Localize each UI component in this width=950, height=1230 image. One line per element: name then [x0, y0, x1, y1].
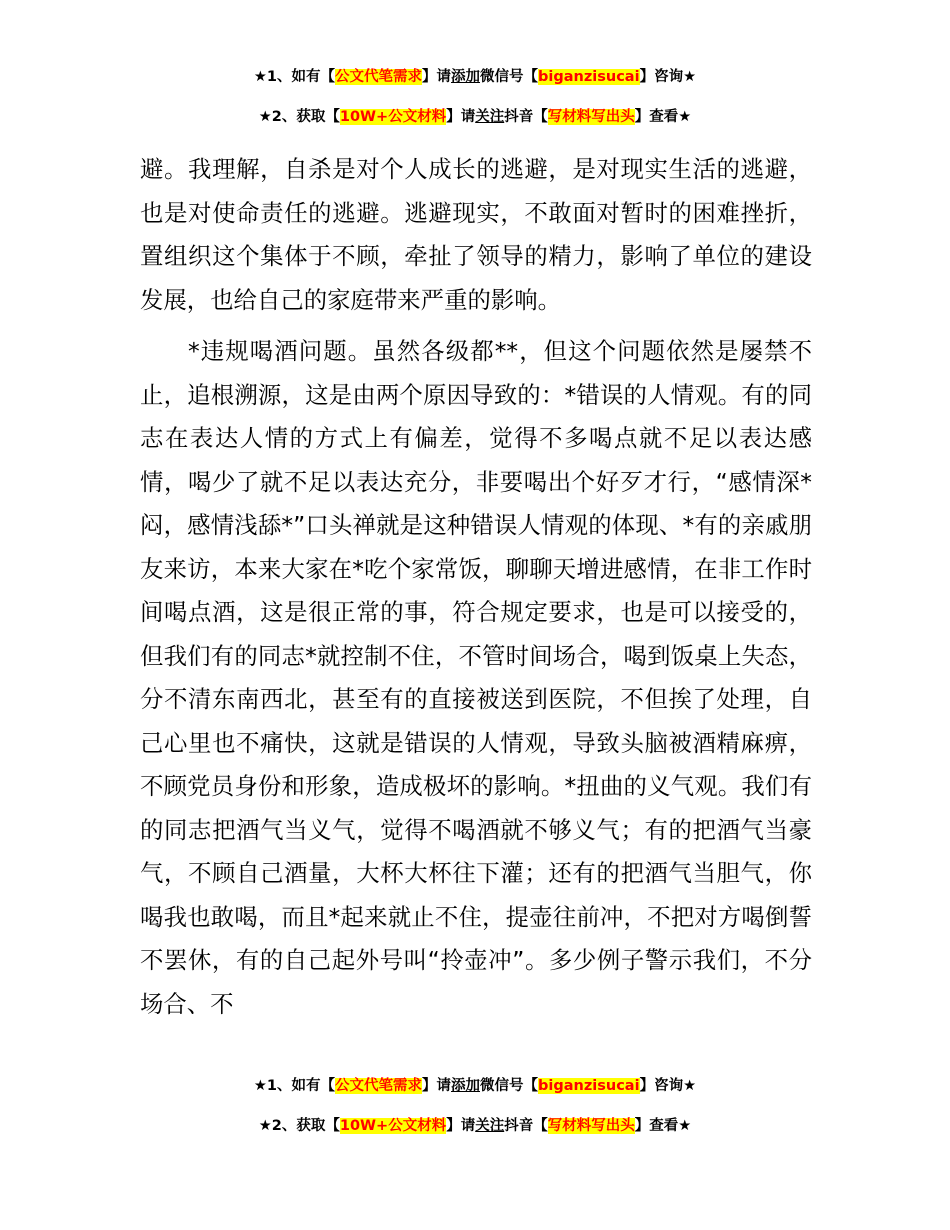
footer-line-1: [0, 1075, 950, 1097]
header-line-1-suffix: 】咨询★: [639, 69, 697, 85]
footer-line-2-highlight-douyin: 写材料写出头: [547, 1118, 635, 1134]
footer-line-1-highlight-service: 公文代笔需求: [335, 1078, 423, 1094]
footer-line-2-mid: 】请: [446, 1118, 476, 1134]
footer-line-2-highlight-materials: 10W+公文材料: [339, 1118, 447, 1134]
footer-line-1-underline: 添加: [451, 1078, 481, 1094]
header-line-1-underline: 添加: [451, 69, 481, 85]
footer-line-2-suffix: 】查看★: [634, 1118, 692, 1134]
paragraph-1: 避。我理解，自杀是对个人成长的逃避，是对现实生活的逃避，也是对使命责任的逃避。逃避现实，不敢面对暂时的困难挫折，置组织这个集体于不顾，牵扯了领导的精力，影响了单位的建设发展，也给自己的家庭带来严重的影响。: [140, 155, 812, 314]
header-line-1-prefix: ★1、如有【: [253, 69, 336, 85]
header-line-2-highlight-douyin: 写材料写出头: [547, 109, 635, 125]
header-line-2-prefix: ★2、获取【: [258, 109, 340, 125]
header-line-1-mid-2: 微信号【: [480, 69, 539, 85]
header-line-1-highlight-wechat: biganzisucai: [538, 69, 640, 85]
footer-line-2-underline: 关注: [475, 1118, 505, 1134]
header-line-2: [0, 106, 950, 128]
header-line-2-underline: 关注: [475, 109, 505, 125]
footer-line-1-mid-2: 微信号【: [480, 1078, 539, 1094]
header-line-1-highlight-service: 公文代笔需求: [335, 69, 423, 85]
header-line-2-mid-2: 抖音【: [504, 109, 548, 125]
footer-line-1-highlight-wechat: biganzisucai: [538, 1078, 640, 1094]
footer-line-1-suffix: 】咨询★: [639, 1078, 697, 1094]
footer-line-2: [0, 1115, 950, 1137]
header-line-2-mid: 】请: [446, 109, 476, 125]
header-line-1-mid: 】请: [422, 69, 452, 85]
header-line-2-highlight-materials: 10W+公文材料: [339, 109, 447, 125]
footer-line-1-prefix: ★1、如有【: [253, 1078, 336, 1094]
header-line-2-suffix: 】查看★: [634, 109, 692, 125]
document-body: [140, 148, 812, 1026]
footer-line-2-prefix: ★2、获取【: [258, 1118, 340, 1134]
footer-line-1-mid: 】请: [422, 1078, 452, 1094]
footer-line-2-mid-2: 抖音【: [504, 1118, 548, 1134]
header-line-1: [0, 66, 950, 88]
paragraph-2: *违规喝酒问题。虽然各级都**，但这个问题依然是屡禁不止，追根溯源，这是由两个原因导致的：*错误的人情观。有的同志在表达人情的方式上有偏差，觉得不多喝点就不足以表达感情，喝少了就不足以表达充分，非要喝出个好歹才行，“感情深*闷，感情浅舔*”口头禅就是这种错误人情观的体现、*有的亲戚朋友来访，本来大家在*吃个家常饭，聊聊天增进感情，在非工作时间喝点酒，这是很正常的事，符合规定要求，也是可以接受的，但我们有的同志*就控制不住，不管时间场合，喝到饭桌上失态，分不清东南西北，甚至有的直接被送到医院，不但挨了处理，自己心里也不痛快，这就是错误的人情观，导致头脑被酒精麻痹，不顾党员身份和形象，造成极坏的影响。*扭曲的义气观。我们有的同志把酒气当义气，觉得不喝酒就不够义气；有的把酒气当豪气，不顾自己酒量，大杯大杯往下灌；还有的把酒气当胆气，你喝我也敢喝，而且*起来就止不住，提壶往前冲，不把对方喝倒誓不罢休，有的自己起外号叫“拎壶冲”。多少例子警示我们，不分场合、不: [140, 337, 812, 1018]
